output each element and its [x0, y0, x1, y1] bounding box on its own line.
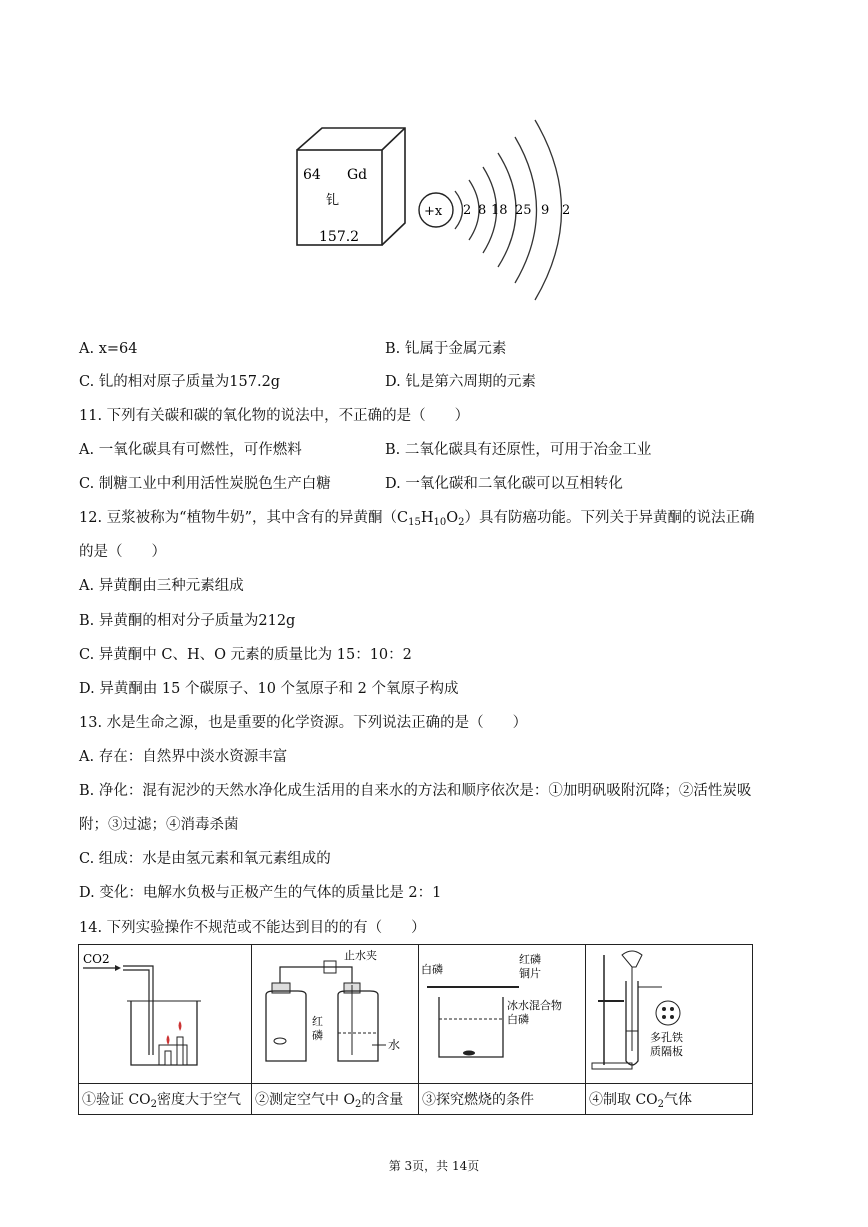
shell-4-count: 25 — [515, 203, 532, 218]
q10-option-d: D. 钆是第六周期的元素 — [385, 374, 536, 390]
shell-5-count: 9 — [541, 203, 550, 218]
co2-generator-diagram — [586, 945, 752, 1079]
q11-options-row1 — [79, 440, 652, 460]
page-footer: 第 3页，共 14页 — [388, 1159, 480, 1173]
panel-3-diagram — [419, 945, 586, 1084]
q14-stem: 14. 下列实验操作不规范或不能达到目的的有（ ） — [79, 920, 426, 936]
shell-1-count: 2 — [463, 203, 472, 218]
shell-2-count: 8 — [478, 203, 487, 218]
red-phosphorus-label: 红磷 — [519, 953, 541, 966]
copper-sheet-label: 铜片 — [519, 967, 541, 980]
q11-stem: 11. 下列有关碳和碳的氧化物的说法中，不正确的是（ ） — [79, 408, 470, 424]
q10-option-b: B. 钆属于金属元素 — [385, 341, 507, 357]
q11-option-c: C. 制糖工业中利用活性炭脱色生产白糖 — [79, 476, 331, 492]
panel-2-diagram — [252, 945, 419, 1084]
shell-6-count: 2 — [562, 203, 571, 218]
element-cell — [297, 128, 405, 245]
q10-options-row1 — [79, 339, 507, 359]
q11-option-d: D. 一氧化碳和二氧化碳可以互相转化 — [385, 476, 623, 492]
q12-option-b: B. 异黄酮的相对分子质量为212g — [79, 613, 296, 629]
shell-3-count: 18 — [491, 203, 508, 218]
q10-option-c: C. 钆的相对原子质量为157.2g — [79, 374, 281, 390]
panel-1-caption: ①验证 $CO_2$密度大于空气 — [79, 1084, 252, 1115]
element-symbol: Gd — [347, 167, 368, 183]
nucleus-charge: +x — [424, 204, 443, 219]
panel-4-caption: ④制取 $CO_2$气体 — [586, 1084, 753, 1115]
q12-option-a: A. 异黄酮由三种元素组成 — [79, 578, 244, 594]
element-number: 64 — [303, 167, 321, 183]
q10-option-a: A. x=64 — [79, 341, 138, 357]
q10-options-row2 — [79, 372, 536, 392]
q13-option-a: A. 存在：自然界中淡水资源丰富 — [79, 749, 288, 765]
q11-option-b: B. 二氧化碳具有还原性，可用于冶金工业 — [385, 442, 652, 458]
q11-option-a: A. 一氧化碳具有可燃性，可作燃料 — [79, 442, 302, 458]
q13-stem: 13. 水是生命之源，也是重要的化学资源。下列说法正确的是（ ） — [79, 715, 528, 731]
q12-option-d: D. 异黄酮由 15 个碳原子、10 个氢原子和 2 个氧原子构成 — [79, 681, 459, 697]
porous-iron-label: 多孔铁 — [650, 1031, 683, 1044]
red-phosphorus-label-2: 磷 — [312, 1029, 323, 1042]
panel-1-diagram — [79, 945, 252, 1084]
red-phosphorus-label-1: 红 — [312, 1015, 323, 1028]
q13-option-b-line1: B. 净化：混有泥沙的天然水净化成生活用的自来水的方法和顺序依次是：①加明矾吸附沉降；②活性炭吸 — [79, 783, 752, 799]
co2-label: CO2 — [83, 952, 110, 966]
ice-water-label: 冰水混合物 — [507, 999, 562, 1012]
gadolinium-figure — [290, 95, 590, 305]
q12-stem-line2: 的是（ ） — [79, 544, 166, 560]
q13-option-c: C. 组成：水是由氢元素和氧元素组成的 — [79, 851, 331, 867]
water-label: 水 — [388, 1038, 401, 1052]
white-phosphorus-label-bottom: 白磷 — [507, 1013, 529, 1026]
element-mass: 157.2 — [319, 229, 360, 245]
oxygen-content-diagram — [252, 945, 418, 1079]
q14-experiment-table — [78, 944, 753, 1115]
partition-label: 质隔板 — [650, 1045, 683, 1058]
q11-options-row2 — [79, 474, 623, 494]
q12-stem: 12. 豆浆被称为“植物牛奶”，其中含有的异黄酮$(C_{15}H_{10}O_2)$具有防癌功能。下列关于异黄酮的说法正确 — [79, 510, 755, 528]
combustion-diagram — [419, 945, 585, 1079]
panel-2-caption: ②测定空气中 $O_2$的含量 — [252, 1084, 419, 1115]
q13-option-b-line2: 附；③过滤；④消毒杀菌 — [79, 817, 239, 833]
panel-3-caption: ③探究燃烧的条件 — [419, 1084, 586, 1115]
q12-option-c: C. 异黄酮中 C、H、O 元素的质量比为 15：10：2 — [79, 647, 412, 663]
clamp-label: 止水夹 — [344, 949, 377, 962]
panel-4-diagram — [586, 945, 753, 1084]
co2-pour-diagram — [79, 945, 251, 1079]
q13-option-d: D. 变化：电解水负极与正极产生的气体的质量比是 2：1 — [79, 885, 442, 901]
white-phosphorus-label-top: 白磷 — [421, 963, 443, 976]
element-name: 钆 — [326, 193, 340, 208]
